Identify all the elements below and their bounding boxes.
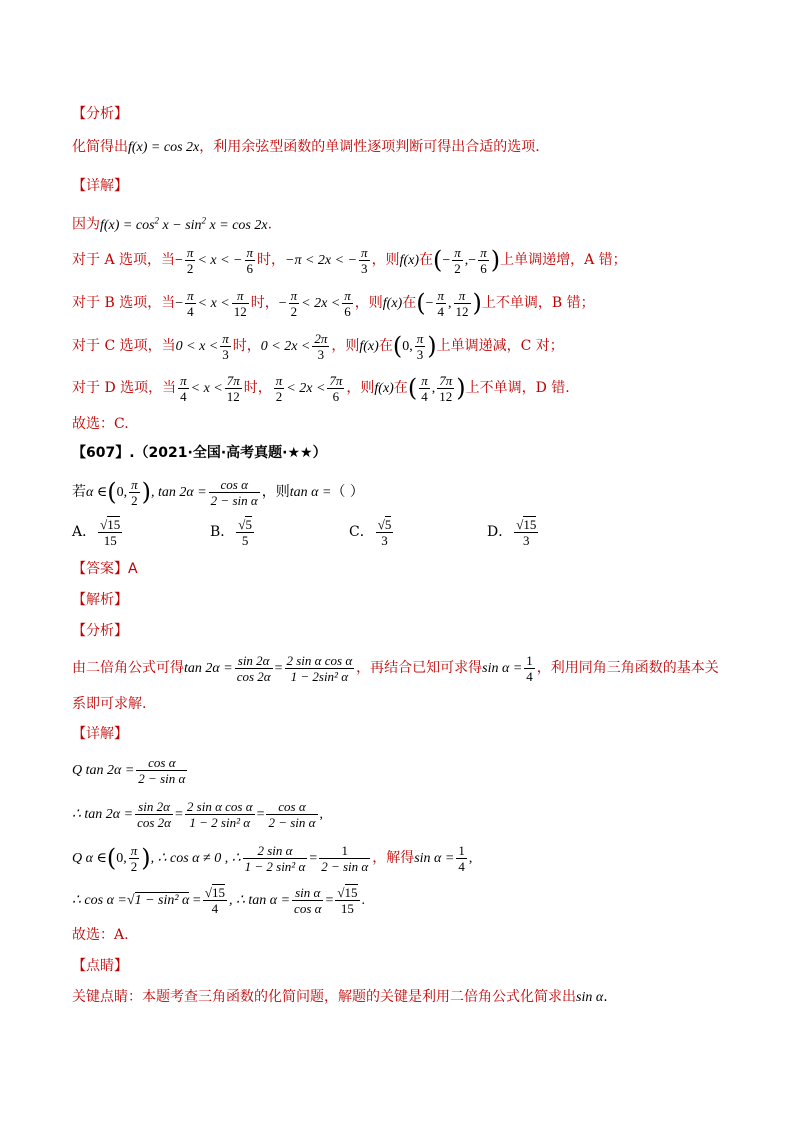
choice-d: D． $\frac{√15}{3}$ (487, 516, 537, 548)
answer-label: 【答案】A (72, 561, 138, 577)
choice-c: C． $\frac{√5}{3}$ (349, 516, 392, 548)
key-point-heading: 【点睛】 (72, 958, 128, 974)
detail-step-3: Q α ∈(0, $\frac{\pi}{2}$ ), ∴ cos α ≠ 0 , ∴ $\frac{\text{2 sin α}}{\text{1 − 2 sin² α}}$ = $\frac{1}{\text{2 − sin α}}$ ，解得sin α = $\frac{1}{4}$ , (72, 842, 473, 874)
detail-heading-2: 【详解】 (72, 726, 128, 742)
option-c-analysis: 对于 C 选项，当0 < x < $\frac{\pi}{3}$ 时，0 < 2x < $\frac{2\pi}{3}$ ，则f(x)在(0, $\frac{\pi}{3}$ )上单调递减，C 对； (72, 330, 564, 362)
analysis-text: 化简得出f(x) = cos 2x，利用余弦型函数的单调性逐项判断可得出合适的选项. (72, 139, 540, 155)
analysis-text-2: 由二倍角公式可得tan 2α = $\frac{\sin 2\alpha}{\cos 2\alpha}$ = $\frac{\text{2 sin α cos α}}{\text{1 − 2sin² α}}$ ，再结合已知可求得sin α = $\frac{1}{4}$ ，利用同角三角函数的基本关 (72, 652, 719, 684)
detail-line-1: 因为$f(x) = \cos^2 x - \sin^2 x = \cos 2x$. (72, 215, 273, 233)
key-point-text: 关键点睛：本题考查三角函数的化简问题，解题的关键是利用二倍角公式化简求出sin α. (72, 989, 608, 1005)
detail-step-2: ∴ tan 2α = $\frac{\sin 2\alpha}{\cos 2\alpha}$ = $\frac{\text{2 sin α cos α}}{\text{1 − 2 sin² α}}$ = $\frac{\text{cos α}}{\text{2 − sin α}}$ , (72, 798, 323, 830)
option-b-analysis: 对于 B 选项，当− $\frac{\pi}{4}$ < x < $\frac{\pi}{12}$ 时，− $\frac{\pi}{2}$ < 2x < $\frac{\pi}{6}$ ，则f(x)在(− $\frac{\pi}{4}$ , $\frac{\pi}{12}$ )上不单调，B 错； (72, 287, 595, 319)
solution-heading: 【解析】 (72, 592, 128, 608)
option-a-analysis: 对于 A 选项，当− $\frac{\pi}{2}$ < x < − $\frac{\pi}{6}$ 时，−π < 2x < − $\frac{\pi}{3}$ ，则f(x)在(− $\frac{\pi}{2}$ ,− $\frac{\pi}{6}$ )上单调递增，A 错； (72, 244, 627, 276)
detail-step-4: ∴ cos α =√1 − sin² α = $\frac{√15}{4}$ , ∴ tan α = $\frac{\text{sin α}}{\text{cos α}}$ = $\frac{√15}{15}$ . (72, 884, 365, 916)
choice-b: B． $\frac{√5}{5}$ (210, 516, 252, 548)
detail-heading: 【详解】 (72, 178, 128, 194)
question-stem: 若α ∈(0, $\frac{\pi}{2}$ ), tan 2α = $\frac{\text{cos α}}{\text{2 − sin α}}$ ，则tan α =（ ） (72, 476, 364, 508)
analysis-text-2-cont: 系即可求解. (72, 696, 147, 712)
question-header: 【607】.（2021·全国·高考真题·★★） (72, 445, 327, 461)
answer-choice-c: 故选：C. (72, 416, 129, 432)
answer-choice-a: 故选：A. (72, 927, 129, 943)
analysis-heading: 【分析】 (72, 106, 128, 122)
choice-a: A． $\frac{√15}{15}$ (72, 516, 121, 548)
option-d-analysis: 对于 D 选项，当 $\frac{\pi}{4}$ < x < $\frac{7\pi}{12}$ 时， $\frac{\pi}{2}$ < 2x < $\frac{7\pi}{6}$ ，则f(x)在( $\frac{\pi}{4}$ , $\frac{7\pi}{12}$ )上不单调，D 错. (72, 372, 570, 404)
detail-step-1: Q tan 2α = $\frac{\text{cos α}}{\text{2 − sin α}}$ (72, 754, 186, 786)
analysis-heading-2: 【分析】 (72, 623, 128, 639)
